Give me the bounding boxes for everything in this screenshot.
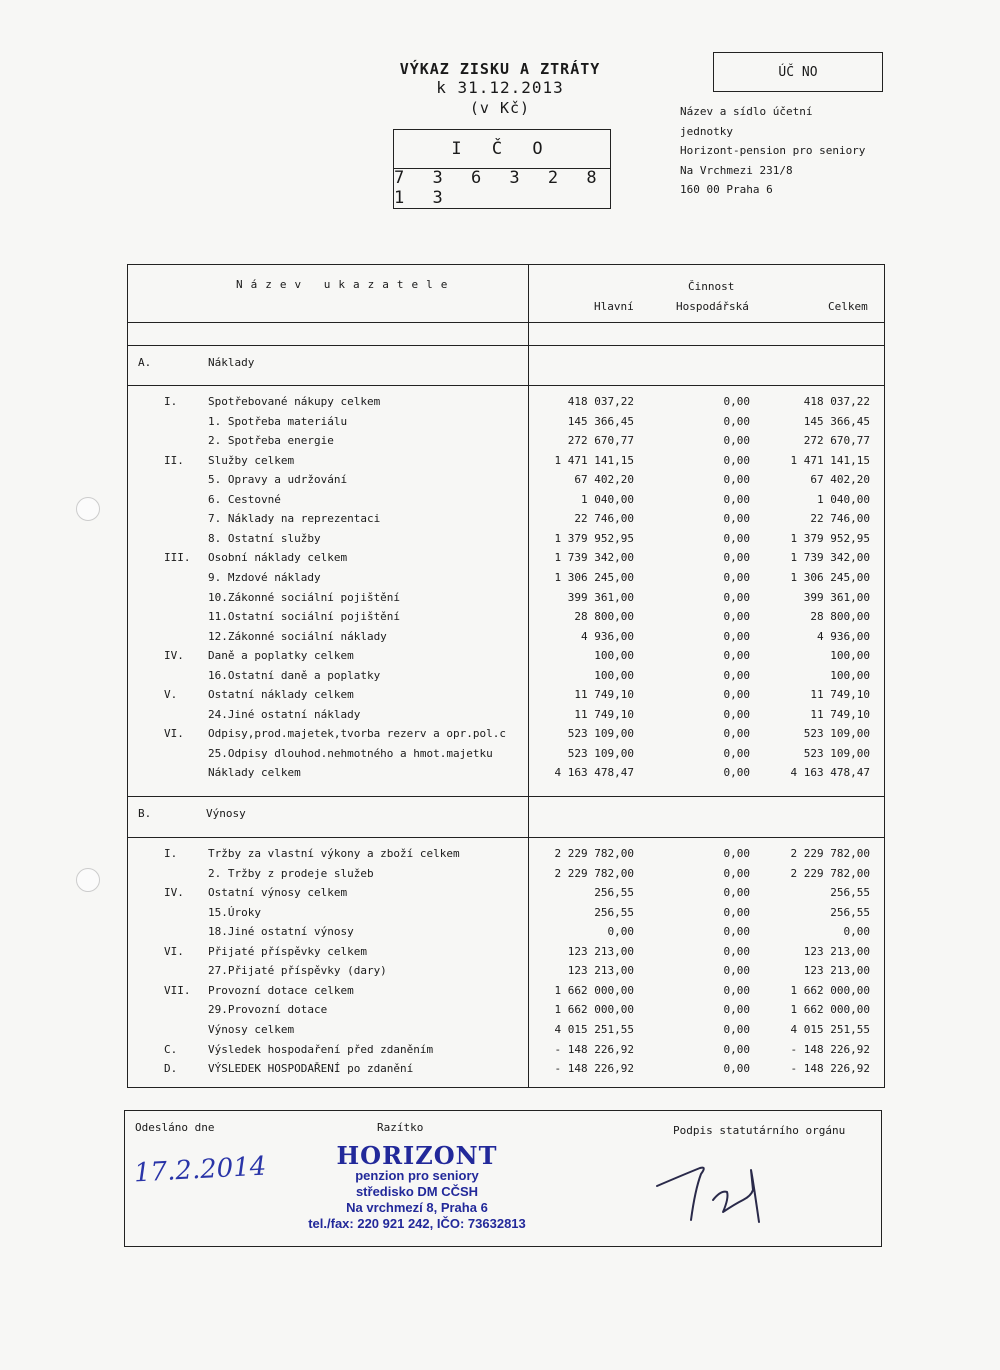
value-total: - 148 226,92 [790, 1042, 870, 1056]
row-name: Odpisy,prod.majetek,tvorba rezerv a opr.pol.c [208, 727, 507, 741]
value-main: 1 662 000,00 [554, 983, 634, 997]
value-commercial: 0,00 [723, 964, 750, 978]
table-row [128, 473, 884, 493]
row-number: IV. [164, 886, 184, 900]
table-rule [128, 837, 884, 838]
table-row [128, 669, 884, 689]
table-rule [128, 345, 884, 346]
value-commercial: 0,00 [723, 688, 750, 702]
row-name: 8. Ostatní služby [208, 531, 321, 545]
value-total: 22 746,00 [810, 512, 870, 526]
value-commercial: 0,00 [723, 866, 750, 880]
table-row [128, 415, 884, 435]
table-row [128, 1043, 884, 1063]
row-name: 12.Zákonné sociální náklady [208, 629, 387, 643]
value-main: 256,55 [594, 886, 634, 900]
uc-box [713, 52, 883, 92]
column-header-main: Hlavní [594, 300, 634, 313]
value-commercial: 0,00 [723, 727, 750, 741]
value-total: 4 015 251,55 [790, 1022, 870, 1036]
value-main: 399 361,00 [567, 590, 634, 604]
row-number: I. [164, 847, 178, 860]
signature [655, 1160, 785, 1230]
row-name: Spotřebované nákupy celkem [208, 395, 381, 408]
column-header-name: Název ukazatele [236, 278, 456, 291]
value-commercial: 0,00 [723, 473, 750, 487]
table-row [128, 532, 884, 552]
value-main: 100,00 [594, 668, 634, 682]
table-row [128, 867, 884, 887]
value-total: 523 109,00 [803, 727, 870, 741]
row-number: C. [164, 1042, 178, 1056]
value-total: 2 229 782,00 [790, 847, 870, 860]
value-main: 4 163 478,47 [554, 766, 634, 780]
value-main: 22 746,00 [574, 512, 634, 526]
row-name: 1. Spotřeba materiálu [208, 414, 348, 428]
report-unit: (v Kč) [469, 99, 531, 117]
row-name: 27.Přijaté příspěvky (dary) [208, 964, 387, 978]
ico-box [393, 129, 611, 209]
punch-hole [76, 497, 100, 521]
value-total: 1 379 952,95 [790, 531, 870, 545]
value-main: 11 749,10 [574, 707, 634, 721]
stamp-line: středisko DM CČSH [355, 1184, 479, 1199]
row-name: Tržby za vlastní výkony a zboží celkem [208, 847, 460, 860]
table-row [128, 1023, 884, 1043]
table-row [128, 964, 884, 984]
value-main: 145 366,45 [567, 414, 634, 428]
entity-line: jednotky [680, 124, 733, 138]
value-total: 4 936,00 [817, 629, 870, 643]
value-main: 523 109,00 [567, 727, 634, 741]
value-commercial: 0,00 [723, 1062, 750, 1076]
value-commercial: 0,00 [723, 434, 750, 448]
row-name: 7. Náklady na reprezentaci [208, 512, 381, 526]
ico-label: I Č O [394, 130, 610, 169]
table-row [128, 925, 884, 945]
statement-table [127, 264, 885, 1088]
row-name: Výsledek hospodaření před zdaněním [208, 1042, 434, 1056]
ico-value: 7 3 6 3 2 8 1 3 [394, 168, 606, 208]
row-name: Daně a poplatky celkem [208, 649, 354, 663]
value-main: 2 229 782,00 [554, 866, 634, 880]
sent-label: Odesláno dne [135, 1121, 215, 1134]
table-row [128, 551, 884, 571]
value-commercial: 0,00 [723, 1042, 750, 1056]
entity-line: Na Vrchmezi 231/8 [680, 163, 793, 177]
table-row [128, 571, 884, 591]
value-total: 1 739 342,00 [790, 551, 870, 565]
row-name: 10.Zákonné sociální pojištění [208, 590, 401, 604]
value-commercial: 0,00 [723, 649, 750, 663]
value-total: 67 402,20 [810, 473, 870, 487]
row-number: VII. [164, 983, 191, 997]
value-total: 0,00 [843, 925, 870, 939]
row-number: II. [164, 453, 184, 467]
value-main: 123 213,00 [567, 964, 634, 978]
entity-line: Název a sídlo účetní [680, 105, 813, 118]
value-total: 4 163 478,47 [790, 766, 870, 780]
value-main: 28 800,00 [574, 610, 634, 624]
stamp-line: tel./fax: 220 921 242, IČO: 73632813 [308, 1216, 526, 1231]
table-row [128, 906, 884, 926]
row-name: 2. Spotřeba energie [208, 434, 334, 448]
value-main: - 148 226,92 [554, 1062, 634, 1076]
value-commercial: 0,00 [723, 629, 750, 643]
section-label: Náklady [208, 356, 255, 369]
table-row [128, 747, 884, 767]
value-total: 1 471 141,15 [790, 453, 870, 467]
value-main: 1 379 952,95 [554, 531, 634, 545]
column-header-commercial: Hospodářská [676, 300, 749, 313]
value-total: 272 670,77 [803, 434, 870, 448]
row-name: 25.Odpisy dlouhod.nehmotného a hmot.majetku [208, 746, 493, 760]
table-row [128, 395, 884, 415]
value-commercial: 0,00 [723, 707, 750, 721]
row-name: 2. Tržby z prodeje služeb [208, 866, 374, 880]
table-row [128, 708, 884, 728]
value-commercial: 0,00 [723, 531, 750, 545]
value-total: 418 037,22 [803, 395, 870, 408]
row-number: VI. [164, 727, 184, 741]
value-commercial: 0,00 [723, 1022, 750, 1036]
row-name: Náklady celkem [208, 766, 301, 780]
value-commercial: 0,00 [723, 746, 750, 760]
value-total: - 148 226,92 [790, 1062, 870, 1076]
value-main: 67 402,20 [574, 473, 634, 487]
stamp-line: HORIZONT [336, 1141, 498, 1170]
entity-line: Horizont-pension pro seniory [680, 144, 866, 157]
stamp-line: penzion pro seniory [355, 1168, 479, 1183]
value-commercial: 0,00 [723, 551, 750, 565]
value-total: 11 749,10 [810, 688, 870, 702]
stamp-label: Razítko [377, 1121, 424, 1134]
stamp-line: Na vrchmezí 8, Praha 6 [346, 1200, 488, 1215]
value-commercial: 0,00 [723, 983, 750, 997]
row-name: Ostatní výnosy celkem [208, 886, 348, 900]
value-commercial: 0,00 [723, 512, 750, 526]
table-rule [128, 796, 884, 797]
row-name: Ostatní náklady celkem [208, 688, 354, 702]
table-row [128, 945, 884, 965]
row-name: Výnosy celkem [208, 1022, 295, 1036]
value-commercial: 0,00 [723, 395, 750, 408]
table-row [128, 434, 884, 454]
value-commercial: 0,00 [723, 944, 750, 958]
table-row [128, 847, 884, 867]
value-main: 123 213,00 [567, 944, 634, 958]
value-commercial: 0,00 [723, 590, 750, 604]
value-main: 0,00 [607, 925, 634, 939]
row-number: IV. [164, 649, 184, 663]
value-main: - 148 226,92 [554, 1042, 634, 1056]
value-total: 399 361,00 [803, 590, 870, 604]
value-commercial: 0,00 [723, 570, 750, 584]
entity-info [680, 102, 865, 200]
value-commercial: 0,00 [723, 610, 750, 624]
value-total: 523 109,00 [803, 746, 870, 760]
value-total: 256,55 [830, 905, 870, 919]
section-label: Výnosy [206, 807, 246, 820]
value-commercial: 0,00 [723, 886, 750, 900]
table-row [128, 591, 884, 611]
column-header-activity: Činnost [688, 280, 735, 293]
value-main: 418 037,22 [567, 395, 634, 408]
value-main: 1 040,00 [581, 492, 634, 506]
value-main: 256,55 [594, 905, 634, 919]
row-name: 18.Jiné ostatní výnosy [208, 925, 354, 939]
table-row [128, 454, 884, 474]
value-total: 145 366,45 [803, 414, 870, 428]
value-commercial: 0,00 [723, 1003, 750, 1017]
value-main: 2 229 782,00 [554, 847, 634, 860]
table-rule [128, 322, 884, 323]
row-name: Provozní dotace celkem [208, 983, 354, 997]
value-commercial: 0,00 [723, 766, 750, 780]
row-name: 15.Úroky [208, 905, 261, 919]
value-total: 1 662 000,00 [790, 1003, 870, 1017]
value-main: 1 739 342,00 [554, 551, 634, 565]
value-commercial: 0,00 [723, 847, 750, 860]
row-name: 24.Jiné ostatní náklady [208, 707, 361, 721]
value-main: 11 749,10 [574, 688, 634, 702]
report-title: VÝKAZ ZISKU A ZTRÁTY [399, 60, 601, 78]
table-row [128, 1003, 884, 1023]
row-name: 6. Cestovné [208, 492, 281, 506]
row-name: 16.Ostatní daně a poplatky [208, 668, 381, 682]
value-commercial: 0,00 [723, 492, 750, 506]
value-main: 1 471 141,15 [554, 453, 634, 467]
value-commercial: 0,00 [723, 414, 750, 428]
row-name: 29.Provozní dotace [208, 1003, 328, 1017]
table-row [128, 649, 884, 669]
table-rule [128, 385, 884, 386]
value-main: 100,00 [594, 649, 634, 663]
table-row [128, 493, 884, 513]
signature-label: Podpis statutárního orgánu [673, 1124, 846, 1137]
value-total: 123 213,00 [803, 944, 870, 958]
punch-hole [76, 868, 100, 892]
row-number: V. [164, 688, 178, 702]
value-main: 272 670,77 [567, 434, 634, 448]
value-total: 1 662 000,00 [790, 983, 870, 997]
section-letter: B. [138, 807, 152, 820]
column-header-total: Celkem [828, 300, 868, 313]
value-total: 256,55 [830, 886, 870, 900]
row-name: Služby celkem [208, 453, 295, 467]
value-commercial: 0,00 [723, 453, 750, 467]
table-row [128, 727, 884, 747]
table-row [128, 984, 884, 1004]
value-total: 28 800,00 [810, 610, 870, 624]
value-commercial: 0,00 [723, 925, 750, 939]
report-date: k 31.12.2013 [436, 78, 564, 97]
uc-label: ÚČ NO [778, 64, 818, 80]
row-name: 5. Opravy a udržování [208, 473, 348, 487]
value-total: 1 040,00 [817, 492, 870, 506]
entity-line: 160 00 Praha 6 [680, 183, 773, 196]
row-number: D. [164, 1062, 178, 1076]
value-commercial: 0,00 [723, 905, 750, 919]
value-total: 100,00 [830, 668, 870, 682]
value-main: 4 015 251,55 [554, 1022, 634, 1036]
value-total: 100,00 [830, 649, 870, 663]
value-total: 2 229 782,00 [790, 866, 870, 880]
value-main: 523 109,00 [567, 746, 634, 760]
row-name: Osobní náklady celkem [208, 551, 348, 565]
table-row [128, 886, 884, 906]
row-name: 9. Mzdové náklady [208, 570, 321, 584]
value-total: 123 213,00 [803, 964, 870, 978]
row-name: 11.Ostatní sociální pojištění [208, 610, 401, 624]
row-name: Přijaté příspěvky celkem [208, 944, 367, 958]
value-total: 11 749,10 [810, 707, 870, 721]
value-total: 1 306 245,00 [790, 570, 870, 584]
row-name: VÝSLEDEK HOSPODAŘENÍ po zdanění [208, 1062, 414, 1076]
value-main: 4 936,00 [581, 629, 634, 643]
table-row [128, 766, 884, 786]
value-main: 1 662 000,00 [554, 1003, 634, 1017]
company-stamp [292, 1141, 542, 1232]
table-row [128, 610, 884, 630]
row-number: VI. [164, 944, 184, 958]
section-letter: A. [138, 356, 152, 369]
value-commercial: 0,00 [723, 668, 750, 682]
table-row [128, 1062, 884, 1082]
handwritten-date: 17.2.2014 [133, 1151, 268, 1189]
table-row [128, 512, 884, 532]
table-row [128, 630, 884, 650]
row-number: I. [164, 395, 178, 408]
table-row [128, 688, 884, 708]
row-number: III. [164, 551, 191, 565]
value-main: 1 306 245,00 [554, 570, 634, 584]
